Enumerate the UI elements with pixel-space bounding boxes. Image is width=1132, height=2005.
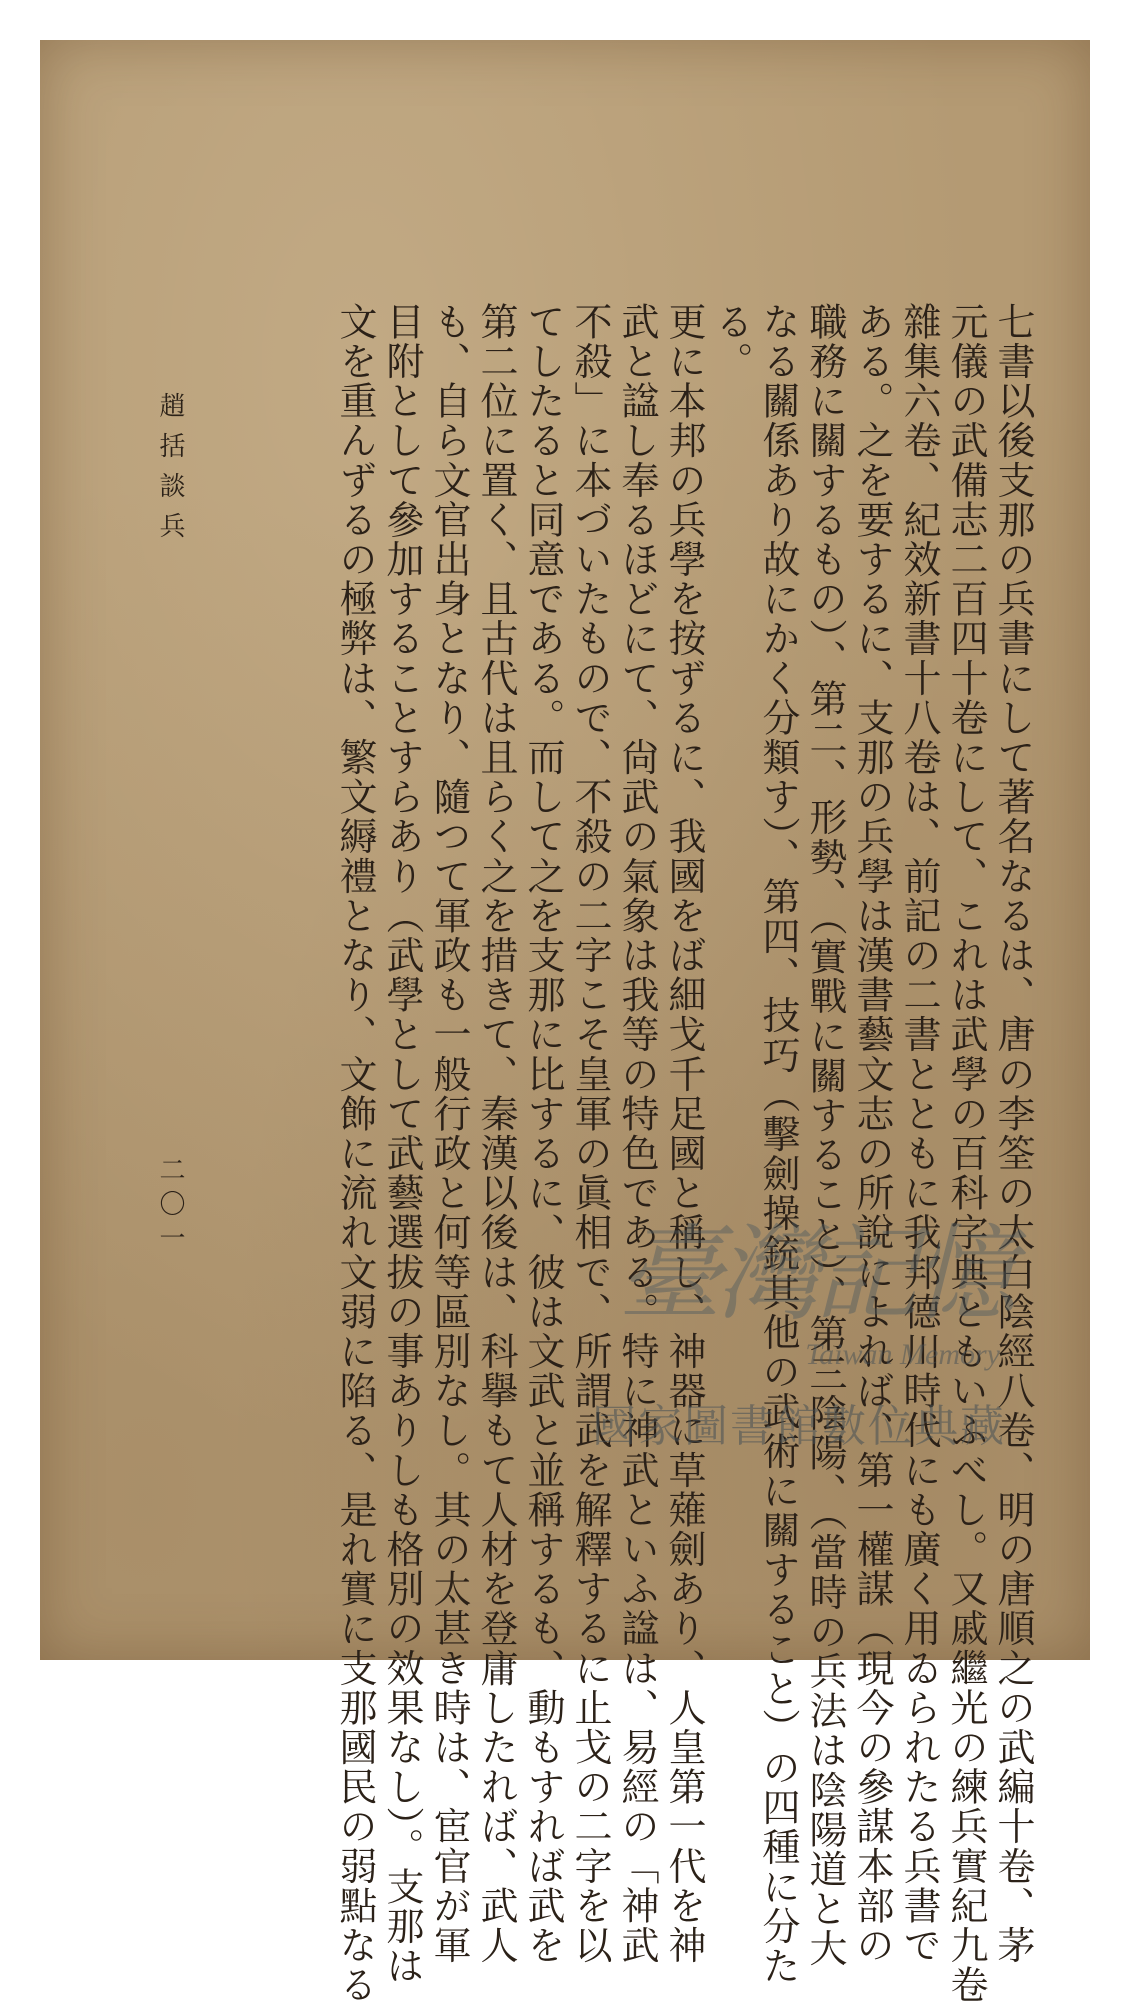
running-title: 趙括談兵 (155, 392, 185, 552)
text-column: てしたると同意である。而して之を支那に比するに、彼は文武と並稱するも、動もすれば武を (521, 302, 565, 1966)
text-column: 文を重んずるの極弊は、繁文縟禮となり、文飾に流れ文弱に陷る、是れ實に支那國民の弱點なる (333, 302, 377, 2005)
page-number: 二〇一 (155, 1156, 185, 1258)
text-column: 職務に關するもの）、第二、形勢、（實戰に關すること）、第三陰陽、（當時の兵法は陰陽道と大 (803, 302, 847, 1969)
text-column: 元儀の武備志二百四十卷にして、これは武學の百科字典ともいふべし。又戚繼光の練兵實紀九卷 (944, 302, 988, 2005)
text-column: ある。之を要するに、支那の兵學は漢書藝文志の所說によれば、第一權謀（現今の參謀本部の (850, 302, 894, 1966)
text-column: 更に本邦の兵學を按ずるに、我國をば細戈千足國と稱し、神器に草薙劍あり、人皇第一代を神 (662, 302, 706, 1966)
text-column: 第二位に置く、且古代は且らく之を措きて、秦漢以後は、科擧もて人材を登庸したれば、武人 (474, 302, 518, 1966)
text-column: る。 (709, 302, 753, 382)
text-column: 武と諡し奉るほどにて、尙武の氣象は我等の特色である。特に神武といふ諡は、易經の「神武 (615, 302, 659, 1966)
text-column: 七書以後支那の兵書にして著名なるは、唐の李筌の太白陰經八卷、明の唐順之の武編十卷、茅 (991, 302, 1035, 1966)
text-column: 雜集六卷、紀效新書十八卷は、前記の二書とともに我邦德川時代にも廣く用ゐられたる兵書で (897, 302, 941, 1966)
library-watermark (560, 1190, 1030, 1480)
text-column: も、自ら文官出身となり、隨つて軍政も一般行政と何等區別なし。其の太甚き時は、宦官が軍 (427, 302, 471, 1966)
text-column: なる關係あり故にかく分類す）、第四、技巧（擊劍操銃其他の武術に關すること）の四種に分た (756, 302, 800, 1986)
text-column: 不殺」に本づいたもので、不殺の二字こそ皇軍の眞相で、所謂武を解釋するに止戈の二字を以 (568, 302, 612, 1966)
watermark-institution-text: 國家圖書館數位典藏 (592, 1401, 1006, 1452)
watermark-logo: 臺灣記憶 (617, 1213, 1010, 1335)
text-column: 目附として參加することすらあり（武學として武藝選拔の事ありしも格別の效果なし）。支那は (380, 302, 424, 1986)
book-page (40, 40, 1090, 2005)
watermark-english-text: Taiwan Memory (805, 1338, 1000, 1371)
